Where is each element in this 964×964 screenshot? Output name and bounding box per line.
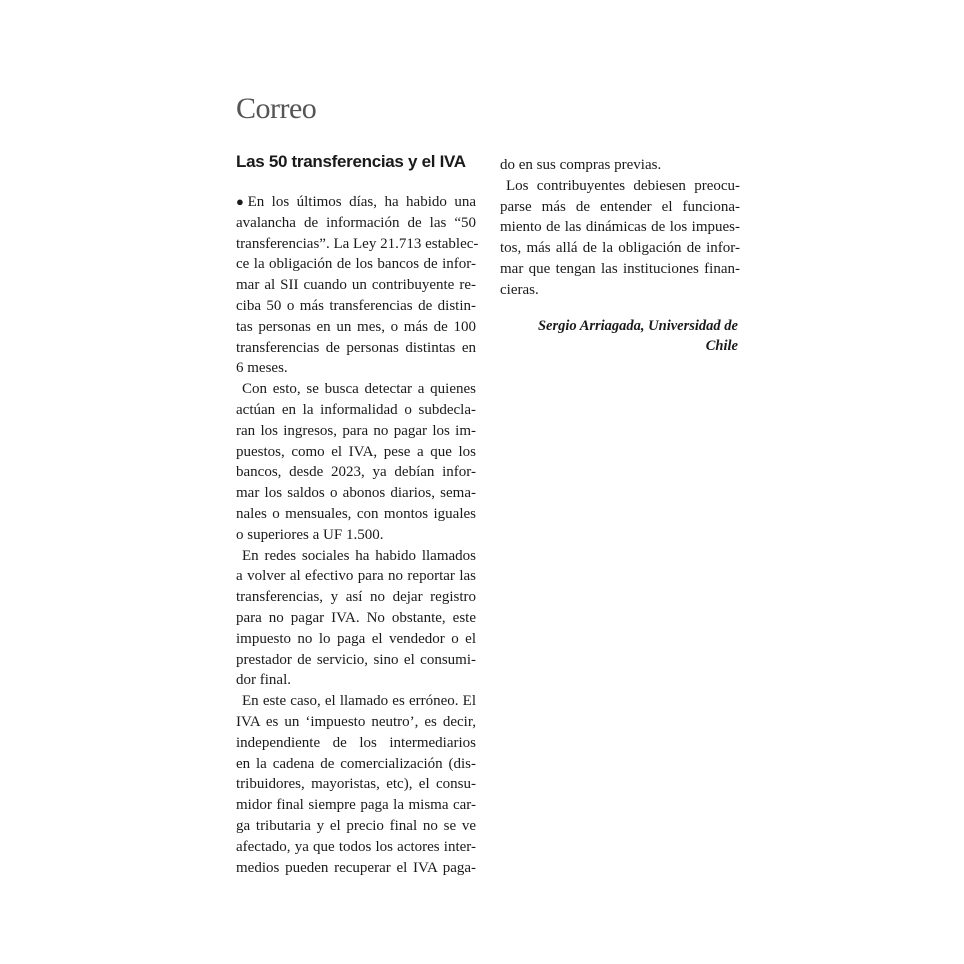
text-line: ce la obligación de los bancos de infor-: [236, 256, 476, 273]
text-line: bancos, desde 2023, ya debían infor-: [236, 464, 476, 481]
bullet-icon: ●: [236, 194, 248, 209]
text-line: ga tributaria y el precio final no se ve: [236, 817, 476, 834]
signature-line: Chile: [705, 338, 738, 354]
text-line: ran los ingresos, para no pagar los im-: [236, 422, 476, 439]
text-line: En redes sociales ha habido llamados: [242, 547, 476, 564]
signature-line: Sergio Arriagada, Universidad de: [537, 318, 738, 334]
text-line: independiente de los intermediarios: [236, 734, 476, 751]
letter-column-2: [500, 155, 740, 301]
text-line: a volver al efectivo para no reportar las: [236, 568, 476, 585]
text-line: puestos, como el IVA, pese a que los: [236, 443, 476, 460]
letter-column-1: [236, 192, 479, 878]
text-line: transferencias de personas distintas en: [236, 339, 476, 356]
text-line: tos, más allá de la obligación de infor-: [500, 240, 740, 257]
text-line: 6 meses.: [236, 360, 288, 377]
text-line: midor final siempre paga la misma car-: [236, 797, 476, 814]
text-line: miento de las dinámicas de los impues-: [500, 219, 740, 236]
text-line: Con esto, se busca detectar a quienes: [242, 381, 476, 398]
text-line: en la cadena de comercialización (dis-: [236, 755, 476, 772]
text-line: En este caso, el llamado es erróneo. El: [242, 693, 476, 710]
text-line: prestador de servicio, sino el consumi-: [236, 651, 476, 668]
text-line: parse más de entender el funciona-: [500, 198, 740, 215]
text-line: o superiores a UF 1.500.: [236, 526, 384, 543]
author-signature: [500, 316, 738, 356]
text-line: mar los saldos o abonos diarios, sema-: [236, 485, 476, 502]
text-line: Los contribuyentes debiesen preocu-: [506, 177, 740, 194]
text-line: ●En los últimos días, ha habido una: [236, 194, 476, 210]
text-line: para no pagar IVA. No obstante, este: [236, 609, 476, 626]
text-line: impuesto no lo paga el vendedor o el: [236, 630, 476, 647]
text-line: ciba 50 o más transferencias de distin-: [236, 297, 476, 314]
text-line: cieras.: [500, 281, 539, 298]
text-line: tas personas en un mes, o más de 100: [236, 318, 476, 335]
text-line: afectado, ya que todos los actores inter-: [236, 838, 476, 855]
text-line: avalancha de información de las “50: [236, 214, 476, 231]
text-line: IVA es un ‘impuesto neutro’, es decir,: [236, 713, 476, 730]
text-line: transferencias, y así no dejar registro: [236, 589, 476, 606]
letter-headline: Las 50 transferencias y el IVA: [236, 152, 466, 171]
text-line: mar al SII cuando un contribuyente re-: [236, 277, 476, 294]
section-title: Correo: [236, 92, 317, 125]
text-line: transferencias”. La Ley 21.713 establec-: [236, 235, 479, 252]
text-line: nales o mensuales, con montos iguales: [236, 505, 476, 522]
text-line: medios pueden recuperar el IVA paga-: [236, 859, 476, 876]
text-line: do en sus compras previas.: [500, 157, 662, 173]
text-line: mar que tengan las instituciones finan-: [500, 260, 740, 277]
text-line: tribuidores, mayoristas, etc), el consu-: [236, 776, 476, 793]
text-line: actúan en la informalidad o subdecla-: [236, 401, 476, 418]
text-line: dor final.: [236, 672, 291, 689]
